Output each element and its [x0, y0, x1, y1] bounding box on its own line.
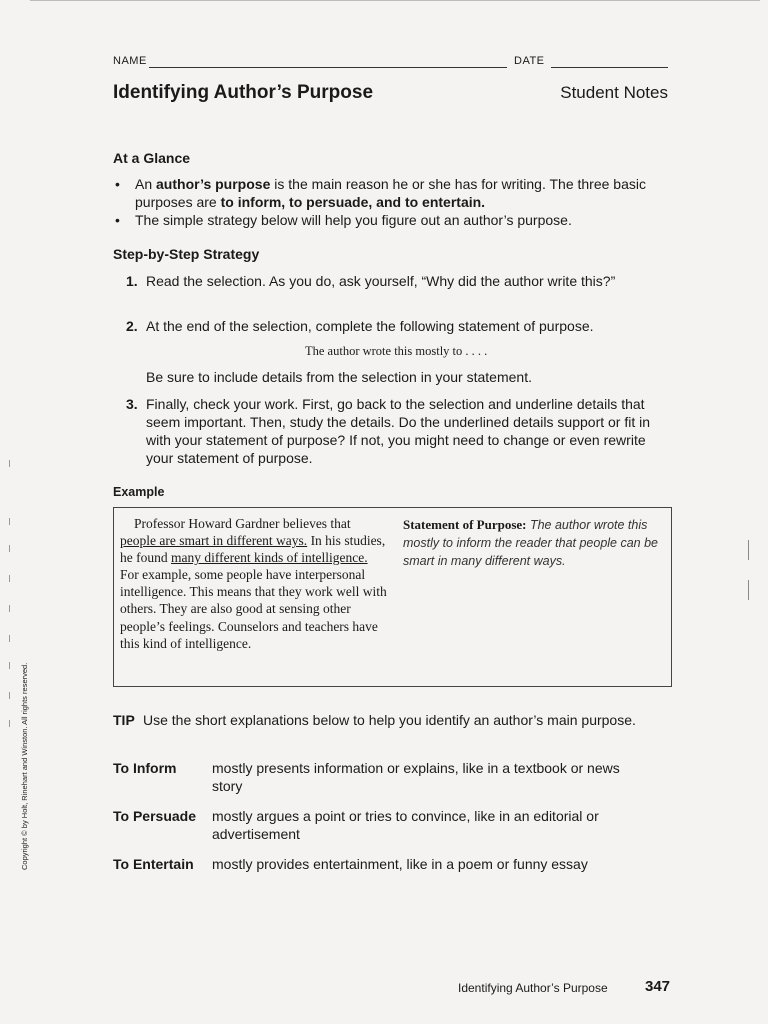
at-a-glance-list [113, 175, 673, 229]
date-label: DATE [514, 55, 545, 67]
step-2-note: Be sure to include details from the selection in your statement. [146, 369, 532, 385]
tip: TIP Use the short explanations below to help you identify an author’s main purpose. [113, 712, 636, 728]
example-passage: Professor Howard Gardner believes that people are smart in different ways. In his studies, he found many different kinds of intelligence. For example, some people have interpersonal intelligence. This means that they work well with others. They are also good at sensing other people’s feelings. Counselors and teachers have this kind of intelligence. [120, 516, 387, 651]
name-label: NAME [113, 55, 147, 67]
scan-mark-right [748, 580, 749, 600]
scan-mark [9, 575, 10, 582]
statement-template: The author wrote this mostly to . . . . [305, 344, 488, 358]
list-item: • An author’s purpose is the main reason he or she has for writing. The three basic purposes are to inform, to persuade, and to entertain. [113, 175, 673, 211]
scan-mark [9, 605, 10, 612]
copyright-notice: Copyright © by Holt, Rinehart and Winston. All rights reserved. [20, 662, 29, 870]
scan-mark [9, 692, 10, 699]
scan-mark [9, 662, 10, 669]
scan-mark [9, 518, 10, 525]
scan-mark-right [748, 540, 749, 560]
page-number: 347 [645, 978, 671, 995]
scan-mark [9, 720, 10, 727]
example-statement: Statement of Purpose: The author wrote this mostly to inform the reader that people can be smart in many different ways. [403, 517, 659, 568]
strategy-heading: Step-by-Step Strategy [113, 246, 260, 262]
worksheet-page: NAME DATE Identifying Author’s Purpose Student Notes At a Glance • An author’s purpose is the main reason he or she has for writing. The three basic purposes are to inform, to persuade, and to entertain. • The simple strategy below will help you figure out an author’s purpose. Step-by-Step Strategy 1. Read the selection. As you do, ask yourself, “Why did the author write this?” 2. At the end of the selection, complete the following statement of purpose. The author wrote this mostly to . . . . Be sure to include details from the selection in your statement. 3. Finally, check your work. First, go back to the selection and underline details that seem important. Then, study the details. Do the underlined details support or fit in with your statement of purpose? If not, you might need to change or even rewrite your statement of purpose. Example Professor Howard Gardner believes that people are smart in different ways. In his studies, he found many different kinds of intelligence. For example, some people have interpersonal intelligence. This means that they work well with others. They are also good at sensing other people’s feelings. Counselors and teachers have this kind of intelligence. Statement of Purpose: The author wrote this mostly to inform the reader that people can be smart in many different ways. TIP Use the short explanations below to help you identify an author’s main purpose. To Inform mostly presents information or explains, like in a textbook or news story To Persuade mostly argues a point or tries to convince, like in an editorial or advertisement To Entertain mostly provides entertainment, like in a poem or funny essay Copyright © by Holt, Rinehart and Winston. All rights reserved. Identifying Author’s Purpose 347 [0, 0, 768, 1024]
name-date-row [113, 55, 668, 71]
at-a-glance-heading: At a Glance [113, 150, 191, 166]
date-field[interactable] [551, 67, 668, 68]
scan-edge-line-right [520, 0, 760, 4]
step-1: 1. Read the selection. As you do, ask yourself, “Why did the author write this?” [126, 273, 616, 289]
footer-title: Identifying Author’s Purpose [458, 981, 608, 995]
scan-edge-line [30, 0, 590, 4]
step-3: 3. Finally, check your work. First, go back to the selection and underline details that seem important. Then, study the details. Do the underlined details support or fit in with your statement of purpose? If not, you might need to change or even rewrite your statement of purpose. [126, 396, 651, 466]
scan-mark [9, 545, 10, 552]
page-subtitle: Student Notes [560, 83, 668, 102]
scan-mark [9, 635, 10, 642]
scan-mark [9, 460, 10, 467]
example-box [113, 507, 672, 687]
example-heading: Example [113, 485, 165, 499]
page-title: Identifying Author’s Purpose [113, 82, 374, 103]
list-item: • The simple strategy below will help you figure out an author’s purpose. [113, 211, 673, 229]
step-2: 2. At the end of the selection, complete the following statement of purpose. [126, 318, 594, 334]
name-field[interactable] [149, 67, 507, 68]
